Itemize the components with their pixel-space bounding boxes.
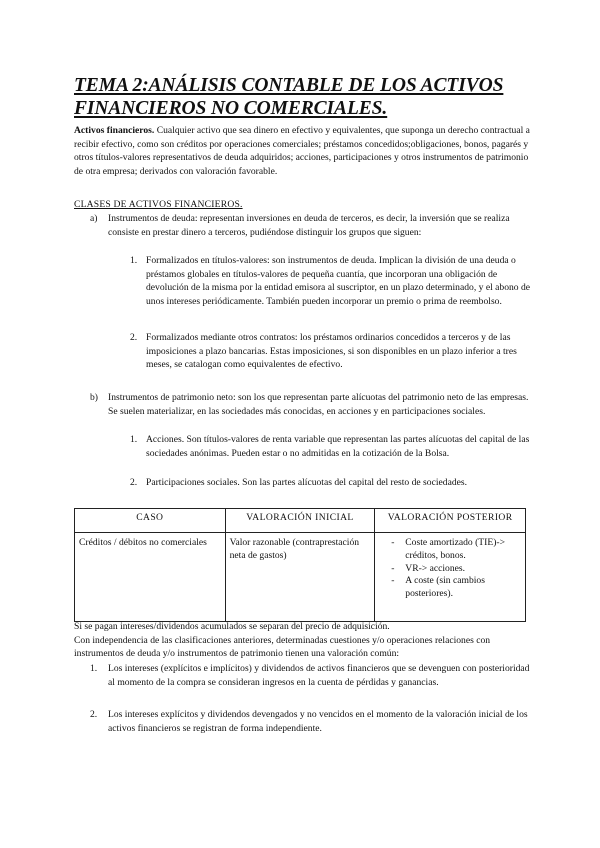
subclass-item (130, 433, 532, 460)
cell-inicial: Valor razonable (contraprestación neta de gastos) (225, 533, 375, 622)
after-table-text (74, 620, 534, 661)
subclass-marker: 2. (130, 332, 138, 343)
list-item: - VR-> acciones. (405, 563, 521, 576)
subclass-marker: 2. (130, 477, 138, 488)
subclass-text: Formalizados en títulos-valores: son instrumentos de deuda. Implican la división de una deuda o préstamos globales en títulos-valores de pequeña cuantía, que incorporan una obligación de devolución de la misma por la entidad emisora al suscriptor, en un plazo determinado, y el abono de unos intereses periódicamente. También pueden incorporar un premio o prima de reembolso. (146, 255, 531, 307)
cell-caso: Créditos / débitos no comerciales (75, 533, 226, 622)
class-item-b (90, 391, 532, 418)
valuation-table (74, 508, 526, 622)
common-text: Los intereses (explícitos e implícitos) y dividendos de activos financieros que se devenguen con posterioridad al momento de la compra se consideran ingresos en la cuenta de pérdidas y ganancias. (108, 663, 530, 688)
header-valoracion-posterior: VALORACIÓN POSTERIOR (375, 509, 526, 533)
subclass-text: Acciones. Son títulos-valores de renta variable que representan las partes alícuotas del capital de las sociedades anónimas. Pueden estar o no admitidas en la cotización de la Bolsa. (146, 434, 530, 459)
common-item (90, 708, 532, 735)
class-text: Instrumentos de patrimonio neto: son los que representan parte alícuotas del patrimonio neto de las empresas. Se suelen materializar, en las sociedades más conocidas, en acciones y en participaciones sociales. (108, 392, 529, 417)
common-item (90, 662, 532, 689)
intro-term: Activos financieros. (74, 125, 155, 136)
subclass-marker: 1. (130, 434, 138, 445)
class-item-a (90, 212, 532, 239)
table-header-row (75, 509, 526, 533)
document-title: TEMA 2:ANÁLISIS CONTABLE DE LOS ACTIVOS FINANCIEROS NO COMERCIALES. (74, 75, 504, 119)
common-marker: 1. (90, 663, 98, 674)
class-text: Instrumentos de deuda: representan inversiones en deuda de terceros, es decir, la inversión que se realiza consiste en prestar dinero a terceros, pudiéndose distinguir los grupos que siguen: (108, 213, 510, 238)
common-text: Los intereses explícitos y dividendos devengados y no vencidos en el momento de la valoración inicial de los activos financieros se registran de forma independiente. (108, 709, 528, 734)
acquisition-note: Si se pagan intereses/dividendos acumulados se separan del precio de adquisición. (74, 621, 390, 632)
class-marker: b) (90, 392, 98, 403)
list-item: - A coste (sin cambios posteriores). (405, 575, 521, 601)
common-marker: 2. (90, 709, 98, 720)
header-valoracion-inicial: VALORACIÓN INICIAL (225, 509, 375, 533)
subclass-marker: 1. (130, 255, 138, 266)
intro-text: Cualquier activo que sea dinero en efectivo y equivalentes, que suponga un derecho contractual a recibir efectivo, como son créditos por operaciones comerciales; préstamos concedidos;obligaciones, bonos, pagarés y otros títulos-valores representativos de deuda adquiridos; acciones, participaciones y otros instrumentos de patrimonio de otra empresa; derivados con valoración favorable. (74, 125, 530, 177)
classes-heading: CLASES DE ACTIVOS FINANCIEROS. (74, 199, 243, 210)
subclass-item (130, 476, 532, 490)
posterior-list (379, 537, 521, 601)
list-item: - Coste amortizado (TIE)-> créditos, bonos. (405, 537, 521, 563)
cell-posterior (375, 533, 526, 622)
subclass-item (130, 254, 532, 308)
class-marker: a) (90, 213, 98, 224)
subclass-item (130, 331, 526, 372)
subclass-text: Participaciones sociales. Son las partes alícuotas del capital del resto de sociedades. (146, 477, 468, 488)
subclass-text: Formalizados mediante otros contratos: los préstamos ordinarios concedidos a terceros y de las imposiciones a plazo bancarias. Estas imposiciones, si son disponibles en un plazo inferior a tres meses, se catalogan como equivalentes de efectivo. (146, 332, 517, 371)
intro-paragraph (74, 124, 534, 178)
table-row (75, 533, 526, 622)
common-valuation-intro: Con independencia de las clasificaciones anteriores, determinadas cuestiones y/o operaciones relaciones con instrumentos de deuda y/o instrumentos de patrimonio tienen una valoración común: (74, 634, 491, 660)
header-caso: CASO (75, 509, 226, 533)
